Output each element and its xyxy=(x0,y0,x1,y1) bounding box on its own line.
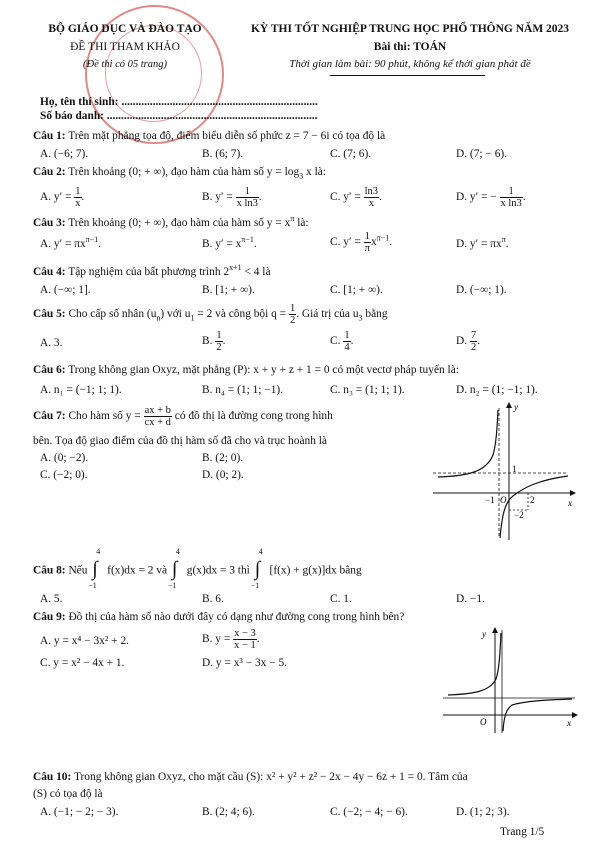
q6-option-c: C. n₃ = (1; 1; 1). xyxy=(330,384,405,396)
question-1: Câu 1: Trên mặt phẳng tọa độ, điểm biểu diễn số phức z = 7 − 6i có tọa độ là xyxy=(33,130,386,142)
q10-option-a: A. (−1; − 2; − 3). xyxy=(40,806,119,818)
graph9-origin: O xyxy=(480,717,487,727)
q1-option-b: B. (6; 7). xyxy=(202,148,244,160)
q10-option-c: C. (−2; − 4; − 6). xyxy=(330,806,408,818)
question-9: Câu 9: Đồ thị của hàm số nào dưới đây có dạng như đường cong trong hình bên? xyxy=(33,611,405,623)
graph7-x-label: x xyxy=(568,498,572,508)
q4-option-c: C. [1; + ∞). xyxy=(330,284,383,296)
graph7-tick-minus1: −1 xyxy=(485,495,495,505)
q8-option-d: D. −1. xyxy=(456,593,485,605)
q10-option-d: D. (1; 2; 3). xyxy=(456,806,510,818)
q10-option-b: B. (2; 4; 6). xyxy=(202,806,255,818)
doc-type: ĐỀ THI THAM KHẢO xyxy=(70,41,180,53)
candidate-name: Họ, tên thí sinh: ..................................................................... xyxy=(40,96,318,108)
left-branch xyxy=(448,633,501,695)
ministry-name: BỘ GIÁO DỤC VÀ ĐÀO TẠO xyxy=(48,23,202,35)
q6-option-d: D. n₂ = (1; −1; 1). xyxy=(456,384,538,396)
q7-option-c: C. (−2; 0). xyxy=(40,469,88,481)
q9-option-b: B. y = $\frac{x - 3}{x - 1}$ . xyxy=(202,628,260,652)
question-4: Câu 4: Tập nghiệm của bất phương trình $2^{x+1} < 4$ là xyxy=(33,263,271,278)
subject: Bài thi: TOÁN xyxy=(373,41,447,53)
graph7-tick-1: 1 xyxy=(512,464,517,474)
q5-option-c: C. $\frac{1}{4}$ . xyxy=(330,330,354,354)
left-branch xyxy=(438,410,498,477)
question-10-cont: (S) có tọa độ là xyxy=(33,788,103,800)
q7-option-a: A. (0; −2). xyxy=(40,452,89,464)
question-7-cont: bên. Tọa độ giao điểm của đồ thị hàm số đã cho và trục hoành là xyxy=(33,435,327,447)
graph7-origin: O xyxy=(500,495,507,505)
q5-option-d: D. $\frac{7}{2}$ . xyxy=(456,330,481,354)
q2-option-b: B. y′ = $\frac{1}{\text{x ln3}}$ . xyxy=(202,186,262,210)
q9-option-a: A. y = x⁴ − 3x² + 2. xyxy=(40,635,129,647)
question-8: Câu 8: Nếu ∫ 4 −1 f(x)dx = 2 và ∫ 4 −1 g(x)dx = 3 thì ∫ 4 −1 [f(x) + g(x)]dx bằng xyxy=(33,547,362,590)
graph7-y-label: y xyxy=(514,402,518,412)
candidate-id: Số báo danh: .......................................................................... xyxy=(40,110,318,122)
question-2: Câu 2: Trên khoảng (0; + ∞), đạo hàm của hàm số $y = \log_3 x$ là: xyxy=(33,166,326,181)
question-10: Câu 10: Trong không gian Oxyz, cho mặt cầu (S): x² + y² + z² − 2x − 4y − 6z + 1 = 0. Tâm của xyxy=(33,771,468,783)
page-number: Trang 1/5 xyxy=(500,826,545,838)
q8-option-c: C. 1. xyxy=(330,593,352,605)
right-branch xyxy=(500,476,568,538)
q9-option-c: C. y = x² − 4x + 1. xyxy=(40,657,125,669)
q8-option-a: A. 5. xyxy=(40,593,63,605)
question-3: Câu 3: Trên khoảng (0; + ∞), đạo hàm của hàm số $y = x^\pi$ là: xyxy=(33,214,309,229)
exam-title: KỲ THI TỐT NGHIỆP TRUNG HỌC PHỔ THÔNG NĂM 2023 xyxy=(250,23,570,35)
question-7: Câu 7: Cho hàm số y = $\frac{ax + b}{cx + d}$ có đồ thị là đường cong trong hình xyxy=(33,405,333,429)
q2-option-a: A. y′ = $\frac{1}{x}$ . xyxy=(40,186,85,210)
q9-graph xyxy=(440,625,580,735)
graph9-y-label: y xyxy=(482,629,486,639)
q4-option-b: B. [1; + ∞). xyxy=(202,284,255,296)
q1-option-d: D. (7; − 6). xyxy=(456,148,508,160)
question-5: Câu 5: Cho cấp số nhân $(u_n)$ với $u_1 = 2$ và công bội q = $\frac{1}{2}$ . Giá trị của $u_3$ bằng xyxy=(33,303,388,327)
q7-option-b: B. (2; 0). xyxy=(202,452,244,464)
q5-option-a: A. 3. xyxy=(40,337,63,349)
q2-option-d: D. y′ = − $\frac{1}{\text{x ln3}}$ . xyxy=(456,186,526,210)
q6-option-a: A. n₁ = (−1; 1; 1). xyxy=(40,384,122,396)
q3-option-a: A. $y' = \pi x^{\pi-1}$. xyxy=(40,235,102,250)
q3-option-c: C. y′ = $\frac{1}{\pi}$ $x^{\pi-1}$. xyxy=(330,231,393,255)
q4-option-a: A. (−∞; 1]. xyxy=(40,284,91,296)
question-6: Câu 6: Trong không gian Oxyz, mặt phẳng (P): x + y + z + 1 = 0 có một vectơ pháp tuyến là: xyxy=(33,364,459,376)
q7-option-d: D. (0; 2). xyxy=(202,469,244,481)
q8-option-b: B. 6. xyxy=(202,593,224,605)
q3-option-d: D. $y' = \pi x^\pi$. xyxy=(456,235,509,250)
q5-option-b: B. $\frac{1}{2}$ . xyxy=(202,330,226,354)
q6-option-b: B. n₄ = (1; 1; −1). xyxy=(202,384,284,396)
q7-graph xyxy=(428,400,578,542)
pages-note: (Đề thi có 05 trang) xyxy=(83,59,167,70)
q1-option-c: C. (7; 6). xyxy=(330,148,372,160)
time-note: Thời gian làm bài: 90 phút, không kể thời gian phát đề xyxy=(289,58,531,70)
graph7-tick-minus2: −2 xyxy=(514,510,524,520)
q4-option-d: D. (−∞; 1). xyxy=(456,284,507,296)
q2-option-c: C. y′ = $\frac{\ln 3}{x}$ . xyxy=(330,186,382,210)
q9-option-d: D. y = x³ − 3x − 5. xyxy=(202,657,288,669)
graph7-tick-2: 2 xyxy=(530,495,535,505)
q1-option-a: A. (−6; 7). xyxy=(40,148,89,160)
header-divider xyxy=(330,75,485,76)
q3-option-b: B. $y' = x^{\pi-1}$. xyxy=(202,235,257,250)
graph9-x-label: x xyxy=(567,718,571,728)
